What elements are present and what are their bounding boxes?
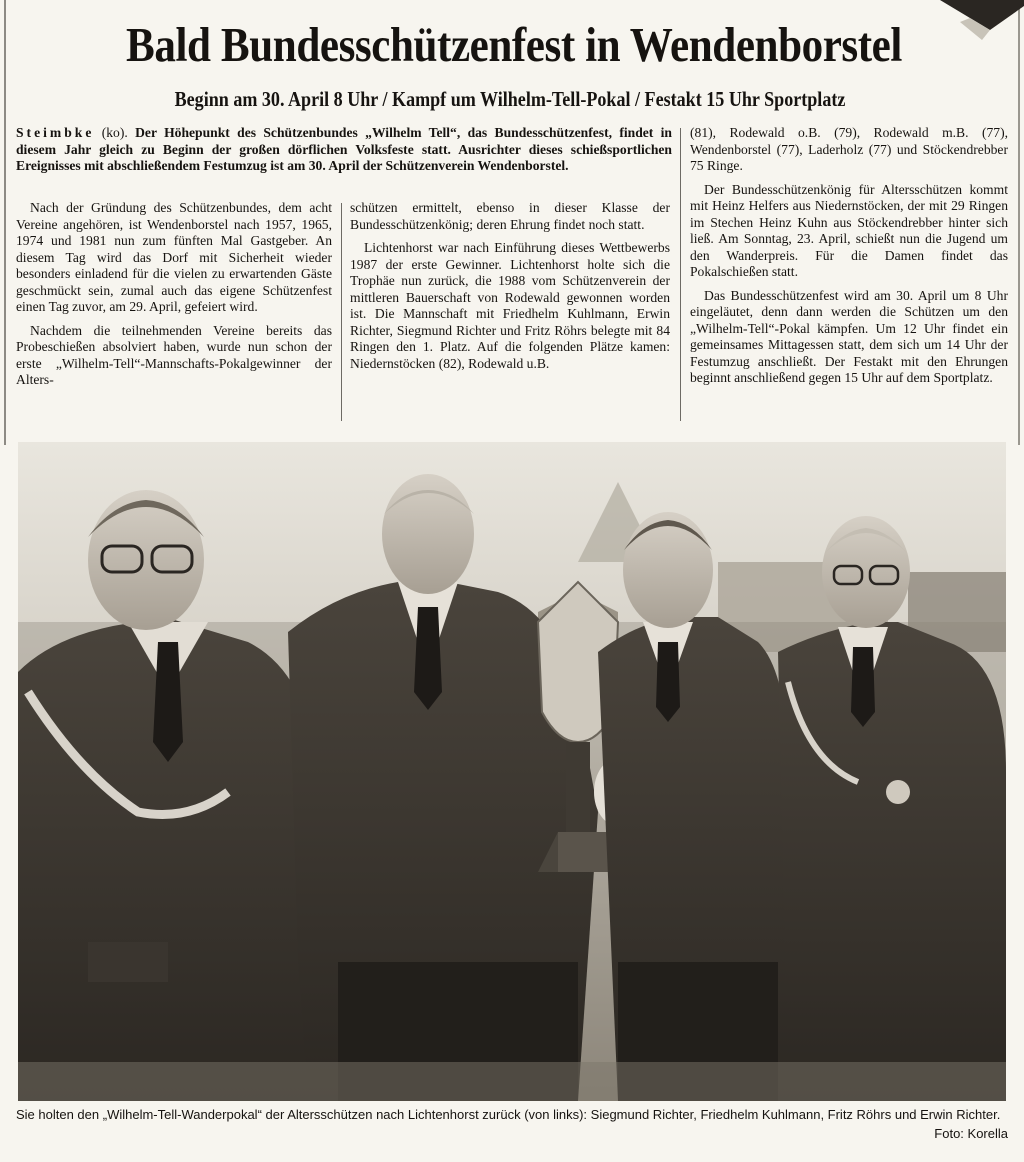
- column-divider-2: [680, 128, 681, 421]
- column-3-paragraph-1: (81), Rodewald o.B. (79), Rodewald m.B. (77), Wendenborstel (77), Laderholz (77) und Stöckendrebber 75 Ringe.: [690, 125, 1008, 173]
- column-2-paragraph-1: schützen ermittelt, ebenso in dieser Klasse der Bundesschützenkönig; deren Ehrung findet noch statt.: [350, 200, 670, 232]
- column-1-paragraph-2: Nachdem die teilnehmenden Vereine bereits das Probeschießen absolviert haben, wurde nun schon der erste „Wilhelm-Tell“-Mannschafts-Pokalgewinner der Alters-: [16, 322, 332, 387]
- lead-text: Der Höhepunkt des Schützenbundes „Wilhelm Tell“, das Bundesschützenfest, findet in diesem Jahr gleich zu Beginn der großen dörflichen Volksfeste statt. Ausrichter dieses schießsportlichen Ereignisses mit abschließendem Festumzug ist am 30. April der Schützenverein Wendenborstel.: [16, 125, 672, 173]
- column-3-paragraph-3: Das Bundesschützenfest wird am 30. April um 8 Uhr eingeläutet, denn dann werden die Schützen um den „Wilhelm-Tell“-Pokal kämpfen. Um 12 Uhr findet ein gemeinsames Mittagessen statt, dem sich um 14 Uhr der Festumzug anschließt. Der Festakt mit den Ehrungen beginnt anschließend gegen 15 Uhr auf dem Sportplatz.: [690, 287, 1008, 385]
- column-1-paragraph-1: Nach der Gründung des Schützenbundes, dem acht Vereine angehören, ist Wendenborstel nach 1957, 1965, 1974 und 1981 nun zum fünften Mal Gastgeber. An diesem Tag wird das Dorf mit Sicherheit wieder besonders einladend für die vielen zu erwartenden Gäste geschmückt sein, zumal auch das eigene Schützenfest einen Tag zuvor, am 29. April, gefeiert wird.: [16, 200, 332, 314]
- column-3-paragraph-2: Der Bundesschützenkönig für Altersschützen kommt mit Heinz Helfers aus Niedernstöcken, der mit 29 Ringen im Stechen Heinz Kuhn aus Stöckendrebber hinter sich ließ. Am Sonntag, 23. April, schießt nun die Jugend um den Wanderpreis. Für die Damen findet das Pokalschießen statt.: [690, 181, 1008, 279]
- photo-credit: Foto: Korella: [934, 1126, 1008, 1141]
- article-column-2: [350, 200, 670, 379]
- article-column-1: [16, 200, 332, 396]
- column-divider-1: [341, 203, 342, 421]
- dateline: Steimbke: [16, 125, 95, 140]
- page-border-left: [4, 0, 6, 445]
- article-lead: [16, 125, 672, 175]
- article-column-3: [690, 125, 1008, 394]
- article-subheadline: Beginn am 30. April 8 Uhr / Kampf um Wilhelm-Tell-Pokal / Festakt 15 Uhr Sportplatz: [174, 87, 846, 111]
- dateline-author: (ko).: [101, 125, 128, 140]
- group-photo: [18, 442, 1006, 1101]
- article-headline: Bald Bundesschützenfest in Wendenborstel: [126, 17, 902, 72]
- photo-caption: Sie holten den „Wilhelm-Tell-Wanderpokal“ der Altersschützen nach Lichtenhorst zurück (von links): Siegmund Richter, Friedhelm Kuhlmann, Fritz Röhrs und Erwin Richter.: [16, 1107, 1001, 1122]
- page-border-right: [1018, 0, 1020, 445]
- column-2-paragraph-2: Lichtenhorst war nach Einführung dieses Wettbewerbs 1987 der erste Gewinner. Lichtenhorst holte sich die Trophäe nun zurück, die 1988 vom Schützenverein der mittleren Bauerschaft von Rodewald gewonnen worden ist. Die Mannschaft mit Friedhelm Kuhlmann, Erwin Richter, Siegmund Richter und Fritz Röhrs belegte mit 84 Ringen den 1. Platz. Auf die folgenden Plätze kamen: Niedernstöcken (82), Rodewald u.B.: [350, 240, 670, 371]
